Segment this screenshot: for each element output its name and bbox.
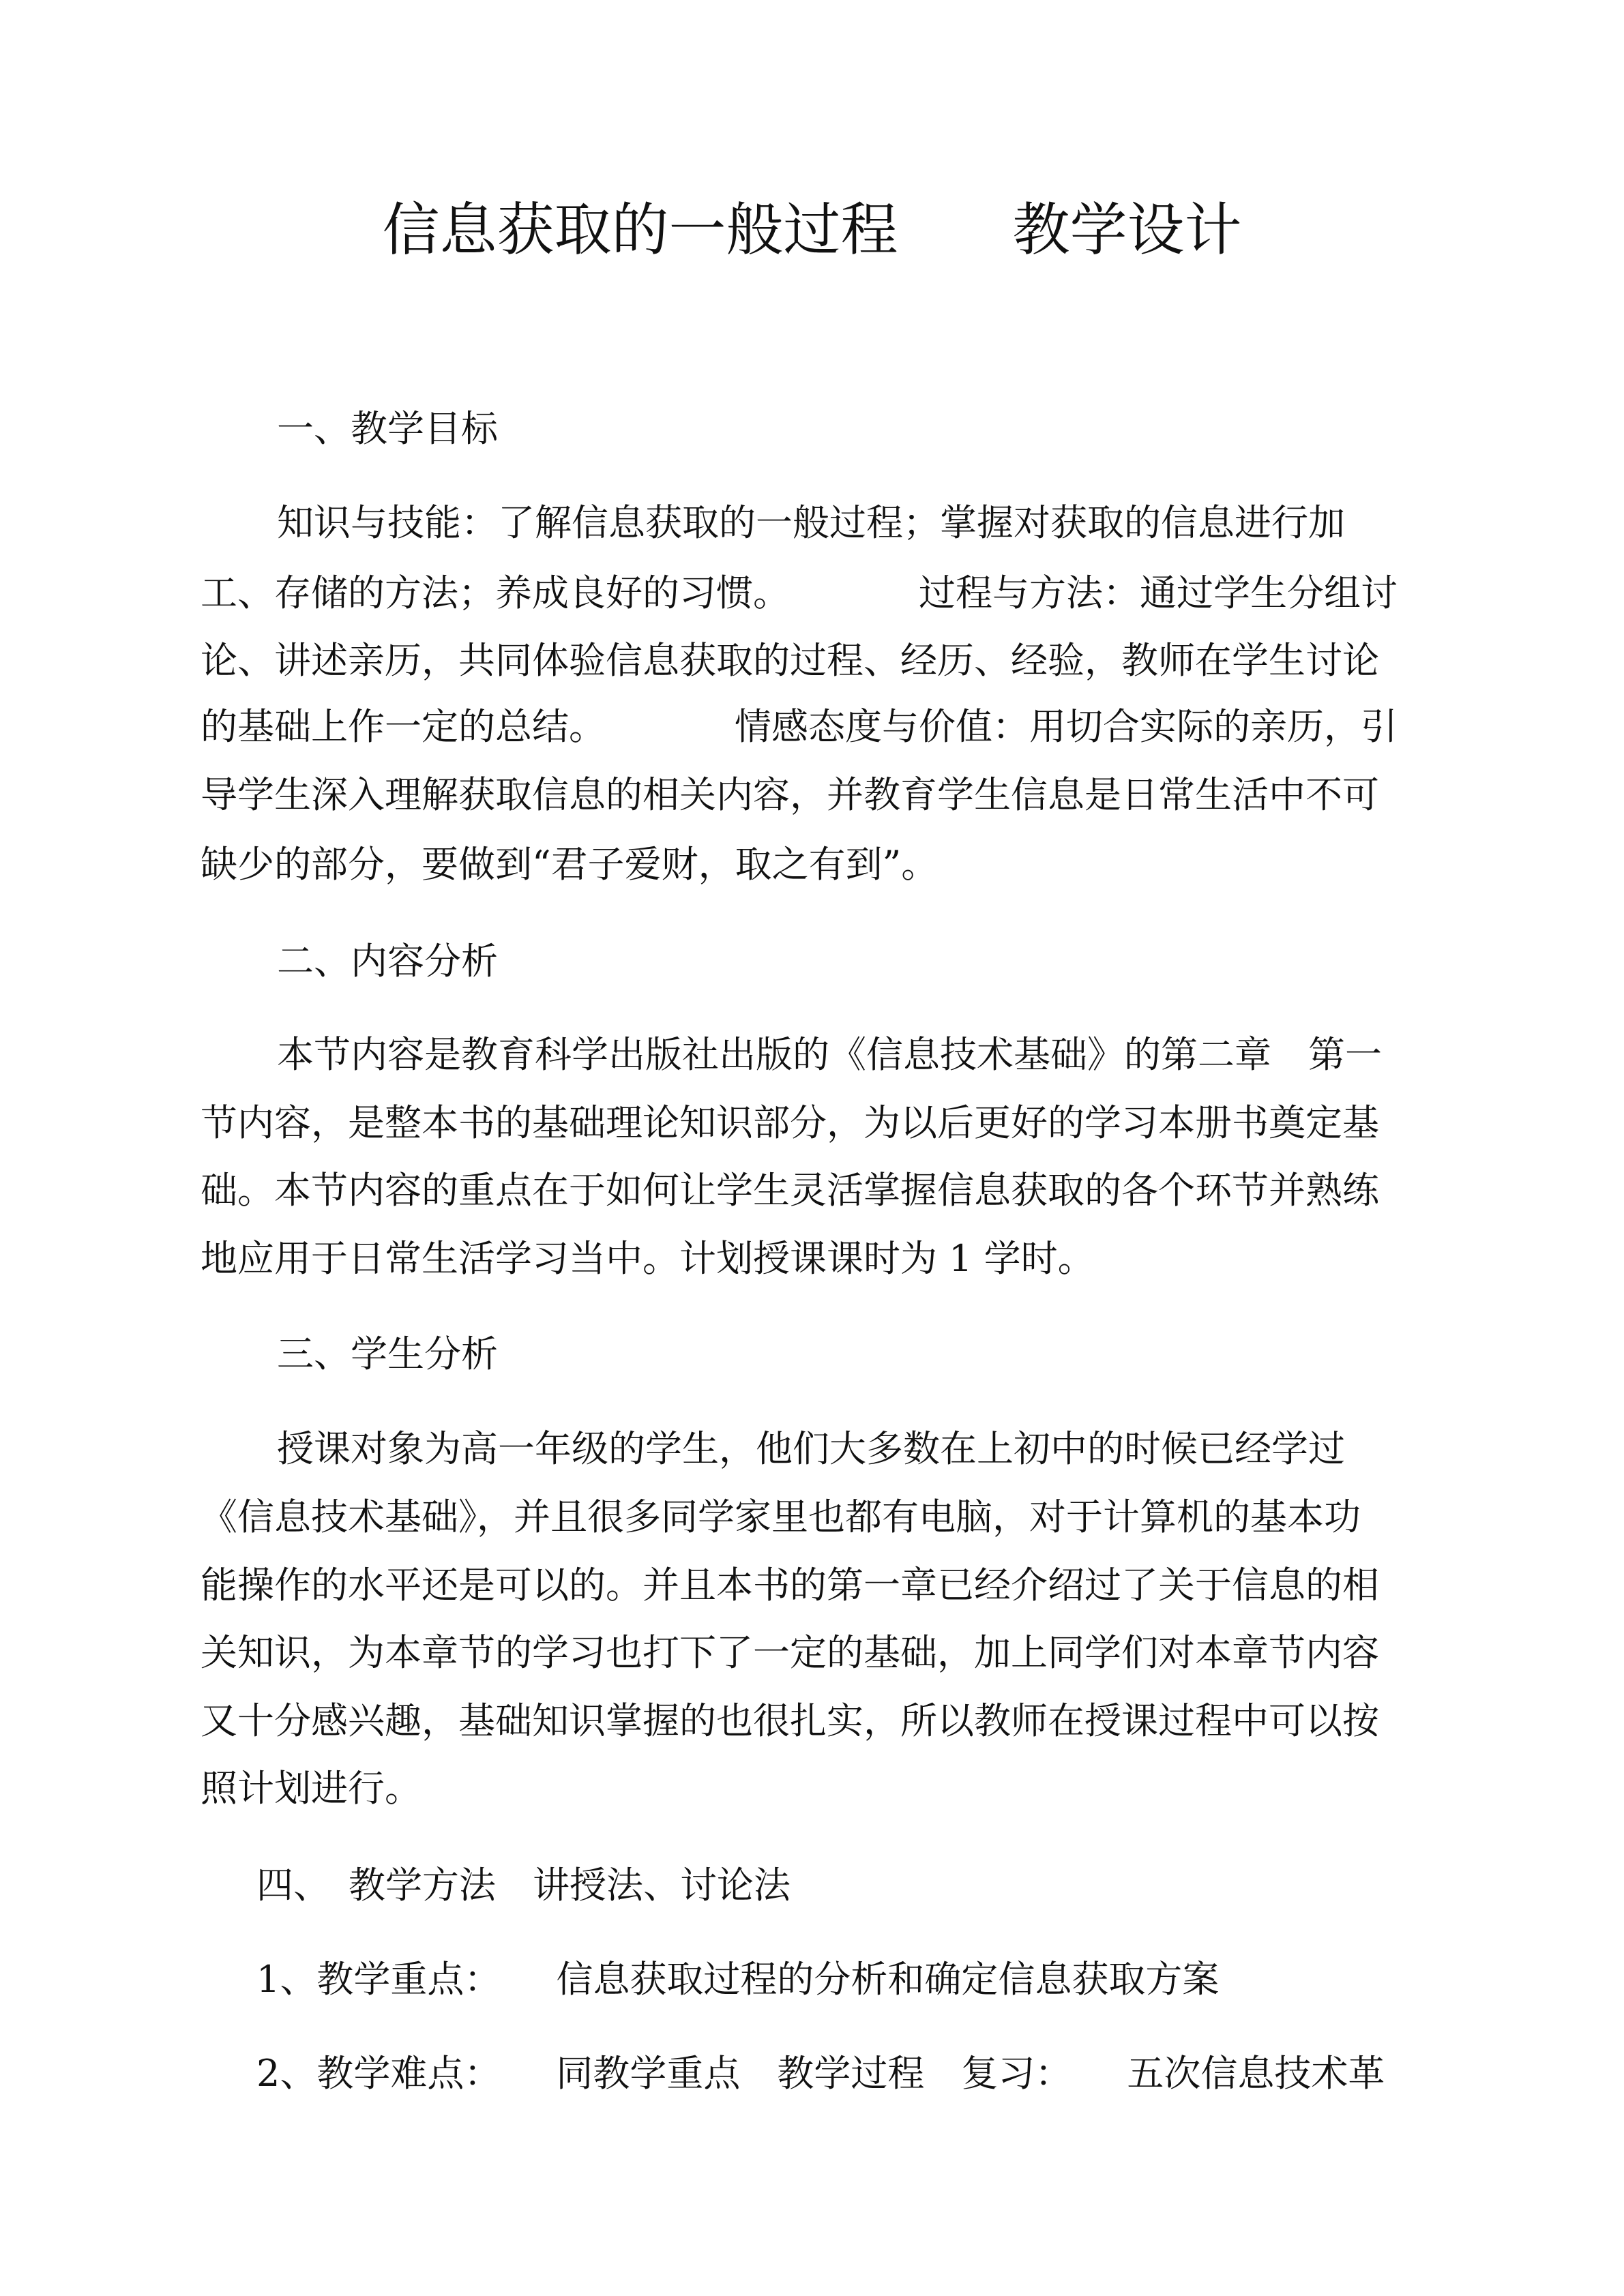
- paragraph-line: 又十分感兴趣，基础知识掌握的也很扎实，所以教师在授课过程中可以按: [201, 1699, 1379, 1742]
- paragraph-line: 论、讲述亲历，共同体验信息获取的过程、经历、经验，教师在学生讨论: [201, 639, 1379, 682]
- paragraph-line: 节内容，是整本书的基础理论知识部分，为以后更好的学习本册书奠定基: [201, 1101, 1379, 1144]
- paragraph-line: 本节内容是教育科学出版社出版的《信息技术基础》的第二章 第一: [277, 1033, 1382, 1076]
- paragraph-line: 导学生深入理解获取信息的相关内容，并教育学生信息是日常生活中不可: [201, 773, 1379, 816]
- section-heading-content-analysis: 二、内容分析: [277, 940, 498, 983]
- paragraph-line: 关知识，为本章节的学习也打下了一定的基础，加上同学们对本章节内容: [201, 1631, 1379, 1674]
- paragraph-line: 授课对象为高一年级的学生，他们大多数在上初中的时候已经学过: [277, 1427, 1345, 1470]
- paragraph-line: 照计划进行。: [201, 1767, 422, 1810]
- list-item-teaching-key-point: 1、教学重点： 信息获取过程的分析和确定信息获取方案: [256, 1958, 1220, 2001]
- section-heading-teaching-methods: 四、 教学方法 讲授法、讨论法: [256, 1864, 791, 1907]
- paragraph-line: 能操作的水平还是可以的。并且本书的第一章已经介绍过了关于信息的相: [201, 1564, 1379, 1607]
- paragraph-line: 知识与技能：了解信息获取的一般过程；掌握对获取的信息进行加: [277, 501, 1345, 544]
- page-title: 信息获取的一般过程 教学设计: [382, 196, 1242, 263]
- paragraph-line: 缺少的部分，要做到“君子爱财，取之有到”。: [201, 843, 939, 886]
- list-item-teaching-difficulty: 2、教学难点： 同教学重点 教学过程 复习： 五次信息技术革: [256, 2052, 1385, 2095]
- section-heading-teaching-goals: 一、教学目标: [277, 407, 498, 450]
- paragraph-line: 《信息技术基础》，并且很多同学家里也都有电脑，对于计算机的基本功: [201, 1495, 1361, 1538]
- section-heading-student-analysis: 三、学生分析: [277, 1332, 498, 1375]
- paragraph-line: 础。本节内容的重点在于如何让学生灵活掌握信息获取的各个环节并熟练: [201, 1169, 1379, 1212]
- paragraph-line: 地应用于日常生活学习当中。计划授课课时为 1 学时。: [201, 1237, 1095, 1280]
- paragraph-line: 工、存储的方法；养成良好的习惯。 过程与方法：通过学生分组讨: [201, 571, 1398, 614]
- paragraph-line: 的基础上作一定的总结。 情感态度与价值：用切合实际的亲历，引: [201, 705, 1398, 748]
